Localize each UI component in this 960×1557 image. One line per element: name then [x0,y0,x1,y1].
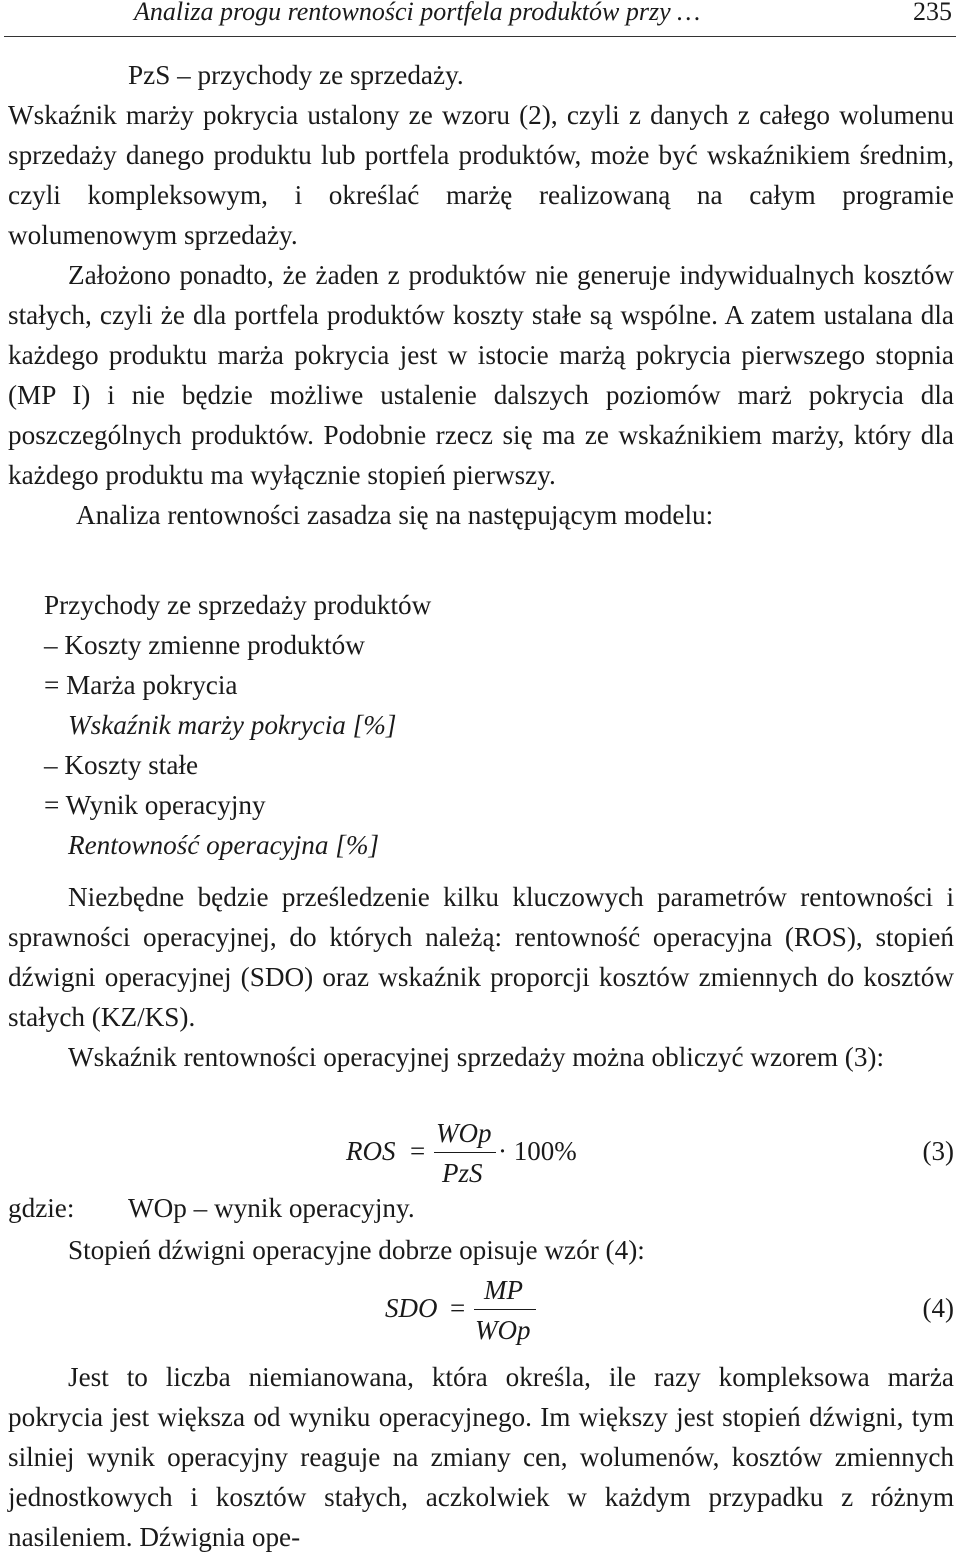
model-line-operating-profitability: Rentowność operacyjna [%] [68,830,380,860]
formula-3-lhs: ROS [346,1136,396,1166]
formula-4-fraction-bar [474,1309,536,1310]
paragraph-model-intro: Analiza rentowności zasadza się na następującym modelu: [76,500,714,530]
sdo-section [8,1230,954,1270]
where-definition: WOp – wynik operacyjny. [128,1193,415,1223]
formula-4-denominator: WOp [475,1315,531,1345]
model-line-fixed-costs: – Koszty stałe [44,750,199,780]
formula-3-factor: · 100% [498,1136,577,1166]
running-header [0,0,960,36]
formula-4-lhs: SDO [385,1293,438,1323]
model-line-operating-result: = Wynik operacyjny [44,790,266,820]
formula-3-denominator: PzS [442,1158,483,1188]
where-label: gdzie: [8,1193,75,1223]
header-rule [4,36,956,37]
profitability-model [44,585,744,865]
where-clause [8,1193,415,1224]
page-number: 235 [913,0,952,26]
model-line-contribution-margin: = Marża pokrycia [44,670,238,700]
formula-3-fraction-bar [434,1152,496,1153]
formula-3-numerator: WOp [436,1118,492,1148]
pzs-definition: PzS – przychody ze sprzedaży. [128,60,464,90]
formula-4-numerator: MP [484,1275,523,1305]
paragraph-fixed-costs: Założono ponadto, że żaden z produktów nie generuje indywidualnych kosztów stałych, czyli że dla portfela produktów koszty stałe są wspólne. A zatem ustalana dla każdego produktu marża pokrycia jest w istocie marżą pokrycia pierwszego stopnia (MP I) i nie będzie możliwe ustalenie dalszych poziomów marż pokrycia dla poszczególnych produktów. Podobnie rzecz się ma ze wskaźnikiem marży, który dla każdego produktu ma wyłącznie stopień pierwszy. [8,260,954,490]
paragraph-key-parameters: Niezbędne będzie prześledzenie kilku kluczowych parametrów rentowności i sprawności operacyjnej, do których należą: rentowność operacyjna (ROS), stopień dźwigni operacyjnej (SDO) oraz wskaźnik proporcji kosztów zmiennych do kosztów stałych (KZ/KS). [8,882,954,1032]
formula-4-number: (4) [922,1293,954,1323]
model-line-margin-ratio: Wskaźnik marży pokrycia [%] [68,710,397,740]
paragraph-leverage: Jest to liczba niemianowana, która określa, ile razy kompleksowa marża pokrycia jest większa od wyniku operacyjnego. Im większy jest stopień dźwigni, tym silniej wynik operacyjny reaguje na zmiany cen, wolumenów, kosztów zmiennych jednostkowych i kosztów stałych, aczkolwiek w każdym przypadku z różnym nasileniem. Dźwignia ope- [8,1362,954,1552]
formula-3-number: (3) [922,1136,954,1166]
model-line-variable-costs: – Koszty zmienne produktów [44,630,365,660]
leverage-section [8,1357,954,1557]
intro-section [8,55,954,535]
paragraph-margin-ratio: Wskaźnik marży pokrycia ustalony ze wzoru (2), czyli z danych z całego wolumenu sprzedaży danego produktu lub portfela produktów, może być wskaźnikiem średnim, czyli kompleksowym, i określać marżę realizowaną na całym programie wolumenowym sprzedaży. [8,100,954,250]
paragraph-sdo-intro: Stopień dźwigni operacyjne dobrze opisuje wzór (4): [68,1235,645,1265]
parameters-section [8,877,954,1077]
formula-4-eq: = [450,1293,466,1323]
header-title: Analiza progu rentowności portfela produktów przy … [134,0,701,26]
formula-3-eq: = [410,1136,426,1166]
paragraph-ros-intro: Wskaźnik rentowności operacyjnej sprzedaży można obliczyć wzorem (3): [68,1042,885,1072]
model-line-revenue: Przychody ze sprzedaży produktów [44,590,432,620]
